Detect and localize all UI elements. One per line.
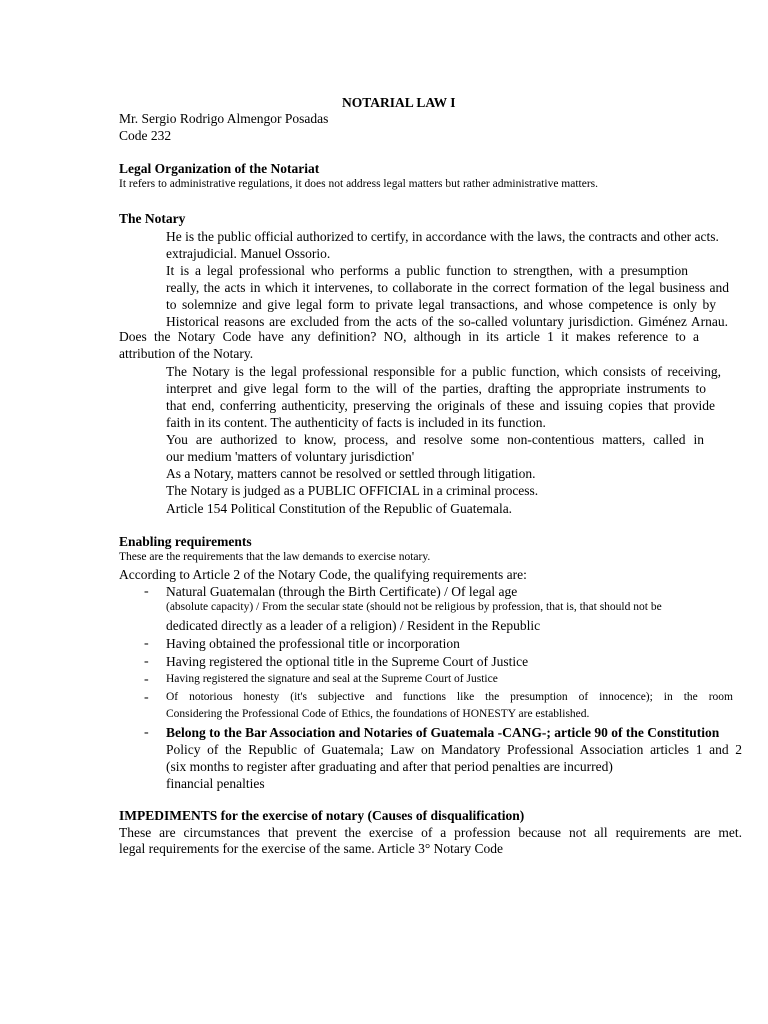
- requirement-text: Of notorious honesty (it's subjective and functions like the presumption of innocence); in the room: [166, 691, 733, 703]
- bullet-text: extrajudicial. Manuel Ossorio.: [166, 246, 331, 261]
- bullet-text: It is a legal professional who performs a public function to strengthen, with a presumption: [166, 263, 688, 278]
- bullet-text: our medium 'matters of voluntary jurisdiction': [166, 449, 415, 464]
- bullet-text: faith in its content. The authenticity of facts is included in its function.: [166, 415, 546, 430]
- bullet-text: that end, conferring authenticity, preserving the originals of these and issuing copies that provide: [166, 398, 715, 413]
- dash-bullet-icon: -: [144, 654, 149, 669]
- requirement-text: financial penalties: [166, 776, 265, 791]
- requirement-text: Natural Guatemalan (through the Birth Certificate) / Of legal age: [166, 584, 518, 599]
- bullet-text: You are authorized to know, process, and resolve some non-contentious matters, called in: [166, 432, 704, 447]
- dash-bullet-icon: -: [144, 725, 149, 740]
- question-text: attribution of the Notary.: [119, 346, 254, 361]
- bullet-text: As a Notary, matters cannot be resolved or settled through litigation.: [166, 466, 536, 481]
- requirement-text: Having registered the optional title in the Supreme Court of Justice: [166, 654, 529, 669]
- requirement-text: Having obtained the professional title or incorporation: [166, 636, 460, 651]
- teacher-name: Mr. Sergio Rodrigo Almengor Posadas: [119, 111, 329, 126]
- question-text: Does the Notary Code have any definition? NO, although in its article 1 it makes reference to a: [119, 329, 699, 344]
- section-heading-the-notary: The Notary: [119, 211, 186, 226]
- section-intro: According to Article 2 of the Notary Code, the qualifying requirements are:: [119, 567, 527, 582]
- bullet-text: The Notary is judged as a PUBLIC OFFICIAL in a criminal process.: [166, 483, 539, 498]
- bullet-text: really, the acts in which it intervenes, to collaborate in the correct formation of the legal business and: [166, 280, 729, 295]
- requirement-text: (absolute capacity) / From the secular state (should not be religious by profession, that is, that should not be: [166, 601, 662, 613]
- bullet-text: He is the public official authorized to certify, in accordance with the laws, the contracts and other acts.: [166, 229, 719, 244]
- requirement-text: (six months to register after graduating and after that period penalties are incurred): [166, 759, 613, 774]
- dash-bullet-icon: -: [144, 636, 149, 651]
- section-heading-impediments: IMPEDIMENTS for the exercise of notary (Causes of disqualification): [119, 808, 525, 823]
- section-heading-legal-organization: Legal Organization of the Notariat: [119, 161, 320, 176]
- section-intro-small: These are the requirements that the law demands to exercise notary.: [119, 551, 431, 563]
- section-text: It refers to administrative regulations, it does not address legal matters but rather administrative matters.: [119, 178, 599, 190]
- document-title: NOTARIAL LAW I: [342, 95, 456, 110]
- bullet-text: The Notary is the legal professional responsible for a public function, which consists of receiving,: [166, 364, 721, 379]
- requirement-text: Having registered the signature and seal at the Supreme Court of Justice: [166, 673, 498, 685]
- requirement-text: Policy of the Republic of Guatemala; Law on Mandatory Professional Association articles 1 and 2: [166, 742, 742, 757]
- requirement-text: Belong to the Bar Association and Notaries of Guatemala -CANG-; article 90 of the Constitution: [166, 725, 720, 740]
- requirement-text: dedicated directly as a leader of a religion) / Resident in the Republic: [166, 618, 541, 633]
- requirement-text: Considering the Professional Code of Ethics, the foundations of HONESTY are established.: [166, 708, 590, 720]
- dash-bullet-icon: -: [144, 690, 149, 705]
- section-text: legal requirements for the exercise of the same. Article 3° Notary Code: [119, 841, 504, 856]
- dash-bullet-icon: -: [144, 672, 149, 687]
- bullet-text: to solemnize and give legal form to private legal transactions, and whose competence is only by: [166, 297, 716, 312]
- dash-bullet-icon: -: [144, 584, 149, 599]
- section-text: These are circumstances that prevent the exercise of a profession because not all requirements are met.: [119, 825, 742, 840]
- section-heading-enabling-requirements: Enabling requirements: [119, 534, 252, 549]
- bullet-text: Historical reasons are excluded from the acts of the so-called voluntary jurisdiction. Giménez Arnau.: [166, 314, 728, 329]
- bullet-text: Article 154 Political Constitution of the Republic of Guatemala.: [166, 501, 513, 516]
- bullet-text: interpret and give legal form to the will of the parties, drafting the appropriate instruments to: [166, 381, 706, 396]
- course-code: Code 232: [119, 128, 172, 143]
